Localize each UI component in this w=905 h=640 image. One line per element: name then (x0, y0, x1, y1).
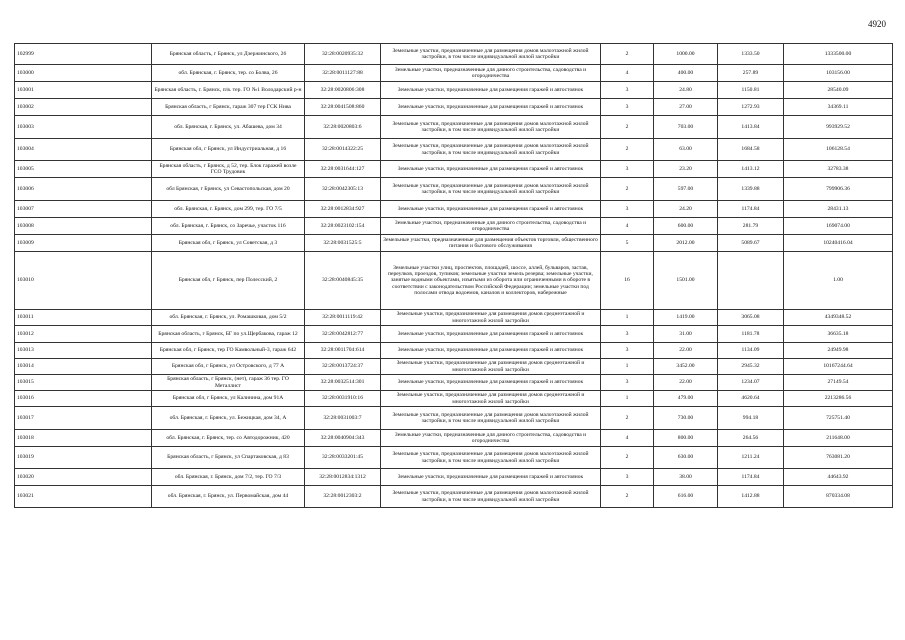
cadastral-number-cell: 32:28:0040845:35 (305, 252, 381, 310)
row-id-cell: 103010 (15, 252, 152, 310)
table-row (15, 139, 893, 161)
land-use-cell: Земельные участки, предназначенные для размещения домов среднеэтажной и многоэтажной жилой застройки (381, 310, 601, 326)
cadastral-value-cell: 799906.36 (784, 178, 893, 201)
group-cell: 3 (601, 375, 654, 391)
table-row (15, 116, 893, 139)
row-id-cell: 103008 (15, 218, 152, 235)
row-id-cell: 103015 (15, 375, 152, 391)
group-cell: 3 (601, 82, 654, 99)
cadastral-value-cell: 28540.09 (784, 82, 893, 99)
land-use-cell: Земельные участки улиц, проспектов, площадей, шоссе, аллей, бульваров, застав, переулков, проездов, тупиков; земельные участки земель резерва; земельные участки, занятые водными объектами, изъятыми из оборота или ограниченными в обороте в соответствии с законодательством Российской Федерации; земельные участки под полосами отвода водоемов, каналов и коллекторов, набережные (381, 252, 601, 310)
land-use-cell: Земельные участки, предназначенные для размещения гаражей и автостоянок (381, 375, 601, 391)
address-cell: обл. Брянская, г. Брянск, дом 299, тер. ГО 7/5 (152, 201, 305, 218)
group-cell: 2 (601, 44, 654, 65)
row-id-cell: 102999 (15, 44, 152, 65)
specific-value-cell: 1272.93 (718, 99, 784, 116)
table-row (15, 430, 893, 447)
row-id-cell: 103000 (15, 65, 152, 82)
land-use-cell: Земельные участки, предназначенные для размещения домов среднеэтажной и многоэтажной жилой застройки (381, 391, 601, 407)
area-cell: 24.20 (654, 201, 718, 218)
address-cell: обл. Брянская, г. Брянск, тер. со Болва, 26 (152, 65, 305, 82)
specific-value-cell: 1684.58 (718, 139, 784, 161)
table-row (15, 469, 893, 486)
cadastral-number-cell: 32:28:0011704:614 (305, 343, 381, 359)
address-cell: Брянская обл, г Брянск, пер Полесский, 2 (152, 252, 305, 310)
cadastral-value-cell: 4349348.52 (784, 310, 893, 326)
cadastral-value-cell: 106128.54 (784, 139, 893, 161)
area-cell: 24.80 (654, 82, 718, 99)
cadastral-number-cell: 32:28:0012834:1312 (305, 469, 381, 486)
table-row (15, 447, 893, 469)
land-use-cell: Земельные участки, предназначенные для размещения домов малоэтажной жилой застройки, в том числе индивидуальной жилой застройки (381, 486, 601, 508)
address-cell: Брянская обл, г Брянск, ул Советская, д 3 (152, 235, 305, 252)
area-cell: 1419.00 (654, 310, 718, 326)
cadastral-value-cell: 10167244.64 (784, 359, 893, 375)
cadastral-number-cell: 32:28:0041508:860 (305, 99, 381, 116)
specific-value-cell: 1174.84 (718, 201, 784, 218)
specific-value-cell: 264.56 (718, 430, 784, 447)
area-cell: 1501.00 (654, 252, 718, 310)
address-cell: обл. Брянская, г. Брянск, дом 7/2, тер. ГО 7/3 (152, 469, 305, 486)
cadastral-number-cell: 32:28:0011119:42 (305, 310, 381, 326)
cadastral-number-cell: 32:28:0020806:308 (305, 82, 381, 99)
cadastral-value-cell: 2213286.56 (784, 391, 893, 407)
row-id-cell: 103003 (15, 116, 152, 139)
land-use-cell: Земельные участки, предназначенные для дачного строительства, садоводства и огородничества (381, 430, 601, 447)
address-cell: обл. Брянская, г. Брянск, ул. Абашева, дом 34 (152, 116, 305, 139)
specific-value-cell: 2945.32 (718, 359, 784, 375)
land-use-cell: Земельные участки, предназначенные для размещения домов малоэтажной жилой застройки, в том числе индивидуальной жилой застройки (381, 447, 601, 469)
cadastral-value-cell: 870334.08 (784, 486, 893, 508)
address-cell: обл Брянская, г Брянск, ул Севастопольская, дом 20 (152, 178, 305, 201)
table-row (15, 161, 893, 178)
group-cell: 16 (601, 252, 654, 310)
cadastral-number-cell: 32:28:0012303:2 (305, 486, 381, 508)
cadastral-value-cell: 34369.11 (784, 99, 893, 116)
specific-value-cell: 1174.84 (718, 469, 784, 486)
land-use-cell: Земельные участки, предназначенные для размещения домов малоэтажной жилой застройки, в том числе индивидуальной жилой застройки (381, 407, 601, 430)
cadastral-number-cell: 32:28:0023102:154 (305, 218, 381, 235)
cadastral-number-cell: 32:28:0040904:343 (305, 430, 381, 447)
group-cell: 3 (601, 343, 654, 359)
table-row (15, 407, 893, 430)
specific-value-cell: 994.18 (718, 407, 784, 430)
address-cell: обл. Брянская, г. Брянск, со Заречье, участок 116 (152, 218, 305, 235)
cadastral-number-cell: 32:28:0031525:5 (305, 235, 381, 252)
area-cell: 23.20 (654, 161, 718, 178)
area-cell: 22.00 (654, 343, 718, 359)
address-cell: Брянская обл, г Брянск, тер ГО Камвольный-3, гараж 642 (152, 343, 305, 359)
cadastral-value-cell: 211648.00 (784, 430, 893, 447)
table-row (15, 359, 893, 375)
group-cell: 4 (601, 218, 654, 235)
row-id-cell: 103020 (15, 469, 152, 486)
cadastral-number-cell: 32:28:0033201:45 (305, 447, 381, 469)
table-row (15, 218, 893, 235)
land-use-cell: Земельные участки, предназначенные для размещения домов малоэтажной жилой застройки, в том числе индивидуальной жилой застройки (381, 44, 601, 65)
cadastral-number-cell: 32:28:0011127:88 (305, 65, 381, 82)
specific-value-cell: 281.79 (718, 218, 784, 235)
row-id-cell: 103012 (15, 326, 152, 343)
address-cell: обл. Брянская, г. Брянск, ул. Бежицкая, дом 34, А (152, 407, 305, 430)
specific-value-cell: 1412.88 (718, 486, 784, 508)
specific-value-cell: 3065.08 (718, 310, 784, 326)
area-cell: 31.00 (654, 326, 718, 343)
specific-value-cell (718, 252, 784, 310)
land-use-cell: Земельные участки, предназначенные для дачного строительства, садоводства и огородничества (381, 218, 601, 235)
group-cell: 3 (601, 201, 654, 218)
land-use-cell: Земельные участки, предназначенные для размещения гаражей и автостоянок (381, 343, 601, 359)
address-cell: обл. Брянская, г. Брянск, ул. Ромашковая, дом 5/2 (152, 310, 305, 326)
land-use-cell: Земельные участки, предназначенные для размещения гаражей и автостоянок (381, 161, 601, 178)
land-use-cell: Земельные участки, предназначенные для дачного строительства, садоводства и огородничества (381, 65, 601, 82)
cadastral-value-cell: 993929.52 (784, 116, 893, 139)
group-cell: 3 (601, 326, 654, 343)
group-cell: 3 (601, 469, 654, 486)
area-cell: 2012.00 (654, 235, 718, 252)
specific-value-cell: 257.89 (718, 65, 784, 82)
specific-value-cell: 1339.88 (718, 178, 784, 201)
cadastral-value-cell: 763081.20 (784, 447, 893, 469)
table-row (15, 65, 893, 82)
table-row (15, 99, 893, 116)
land-use-cell: Земельные участки, предназначенные для размещения гаражей и автостоянок (381, 469, 601, 486)
table-row (15, 178, 893, 201)
cadastral-number-cell: 32:28:0031003:7 (305, 407, 381, 430)
address-cell: Брянская область, г Брянск, БГ по ул.Щербакова, гараж 12 (152, 326, 305, 343)
cadastral-value-table (14, 43, 893, 508)
address-cell: Брянская обл, г Брянск, ул Индустриальная, д 16 (152, 139, 305, 161)
cadastral-number-cell: 32:28:0032514:301 (305, 375, 381, 391)
land-use-cell: Земельные участки, предназначенные для размещения объектов торговли, общественного питания и бытового обслуживания (381, 235, 601, 252)
specific-value-cell: 1234.07 (718, 375, 784, 391)
land-use-cell: Земельные участки, предназначенные для размещения домов среднеэтажной и многоэтажной жилой застройки (381, 359, 601, 375)
row-id-cell: 103007 (15, 201, 152, 218)
table-row (15, 391, 893, 407)
group-cell: 4 (601, 65, 654, 82)
table-row (15, 235, 893, 252)
row-id-cell: 103018 (15, 430, 152, 447)
table-row (15, 375, 893, 391)
cadastral-value-cell: 10240416.04 (784, 235, 893, 252)
group-cell: 3 (601, 99, 654, 116)
row-id-cell: 103006 (15, 178, 152, 201)
group-cell: 2 (601, 139, 654, 161)
group-cell: 3 (601, 161, 654, 178)
area-cell: 479.00 (654, 391, 718, 407)
area-cell: 800.00 (654, 430, 718, 447)
specific-value-cell: 1211.24 (718, 447, 784, 469)
specific-value-cell: 1413.12 (718, 161, 784, 178)
cadastral-number-cell: 32:28:0042305:13 (305, 178, 381, 201)
address-cell: Брянская область, г Брянск, гараж 307 тер ГСК Нива (152, 99, 305, 116)
table-row (15, 343, 893, 359)
cadastral-value-cell: 103156.00 (784, 65, 893, 82)
address-cell: Брянская область, г. Брянск, п/в. тер. ГО №1 Володарский р-н (152, 82, 305, 99)
address-cell: Брянская область, г Брянск, ул Дзержинского, 26 (152, 44, 305, 65)
specific-value-cell: 1333.50 (718, 44, 784, 65)
row-id-cell: 103011 (15, 310, 152, 326)
group-cell: 1 (601, 310, 654, 326)
row-id-cell: 103002 (15, 99, 152, 116)
area-cell: 27.00 (654, 99, 718, 116)
area-cell: 600.00 (654, 218, 718, 235)
specific-value-cell: 5089.67 (718, 235, 784, 252)
cadastral-number-cell: 32:28:0020935:32 (305, 44, 381, 65)
specific-value-cell: 4620.64 (718, 391, 784, 407)
address-cell: Брянская обл, г Брянск, ул Островского, д 77 А (152, 359, 305, 375)
area-cell: 703.00 (654, 116, 718, 139)
area-cell: 597.00 (654, 178, 718, 201)
area-cell: 630.00 (654, 447, 718, 469)
address-cell: обл. Брянская, г. Брянск, тер. со Автодорожник, 420 (152, 430, 305, 447)
row-id-cell: 103017 (15, 407, 152, 430)
row-id-cell: 103014 (15, 359, 152, 375)
row-id-cell: 103019 (15, 447, 152, 469)
group-cell: 5 (601, 235, 654, 252)
area-cell: 1000.00 (654, 44, 718, 65)
area-cell: 730.00 (654, 407, 718, 430)
land-use-cell: Земельные участки, предназначенные для размещения гаражей и автостоянок (381, 82, 601, 99)
cadastral-value-cell: 44643.92 (784, 469, 893, 486)
cadastral-number-cell: 32:28:0013724:37 (305, 359, 381, 375)
land-use-cell: Земельные участки, предназначенные для размещения домов малоэтажной жилой застройки, в том числе индивидуальной жилой застройки (381, 178, 601, 201)
row-id-cell: 103005 (15, 161, 152, 178)
table-row (15, 44, 893, 65)
table-row (15, 310, 893, 326)
area-cell: 22.00 (654, 375, 718, 391)
group-cell: 2 (601, 407, 654, 430)
row-id-cell: 103004 (15, 139, 152, 161)
address-cell: Брянская область, г Брянск, ул Спартаковская, д 83 (152, 447, 305, 469)
cadastral-value-cell: 36635.18 (784, 326, 893, 343)
row-id-cell: 103021 (15, 486, 152, 508)
group-cell: 4 (601, 430, 654, 447)
cadastral-value-cell: 24949.98 (784, 343, 893, 359)
table-row (15, 201, 893, 218)
specific-value-cell: 1413.84 (718, 116, 784, 139)
table-row (15, 326, 893, 343)
cadastral-value-cell: 169074.00 (784, 218, 893, 235)
area-cell: 616.00 (654, 486, 718, 508)
table-row (15, 252, 893, 310)
cadastral-number-cell: 32:28:0020803:6 (305, 116, 381, 139)
cadastral-value-cell: 725751.40 (784, 407, 893, 430)
land-use-cell: Земельные участки, предназначенные для размещения гаражей и автостоянок (381, 201, 601, 218)
cadastral-number-cell: 32:28:0012834:927 (305, 201, 381, 218)
cadastral-number-cell: 32:28:0042812:77 (305, 326, 381, 343)
cadastral-value-cell: 28431.13 (784, 201, 893, 218)
area-cell: 400.00 (654, 65, 718, 82)
area-cell: 63.00 (654, 139, 718, 161)
row-id-cell: 103016 (15, 391, 152, 407)
cadastral-value-cell: 1333500.00 (784, 44, 893, 65)
land-use-cell: Земельные участки, предназначенные для размещения гаражей и автостоянок (381, 99, 601, 116)
address-cell: Брянская область, г Брянск, д 52, тер. Блок гаражей возле ГСО Трудовик (152, 161, 305, 178)
address-cell: обл. Брянская, г. Брянск, ул. Первомайская, дом 44 (152, 486, 305, 508)
cadastral-value-cell: 27149.54 (784, 375, 893, 391)
row-id-cell: 103013 (15, 343, 152, 359)
cadastral-number-cell: 32:28:0031910:16 (305, 391, 381, 407)
table-row (15, 82, 893, 99)
group-cell: 1 (601, 359, 654, 375)
table-row (15, 486, 893, 508)
group-cell: 2 (601, 486, 654, 508)
address-cell: Брянская область, г Брянск, (нет), гараж 36 тер. ГО Металлист (152, 375, 305, 391)
address-cell: Брянская обл, г Брянск, ул Калинина, дом 91А (152, 391, 305, 407)
area-cell: 38.00 (654, 469, 718, 486)
page-number: 4920 (868, 19, 886, 29)
specific-value-cell: 1181.78 (718, 326, 784, 343)
cadastral-number-cell: 32:28:0031644:127 (305, 161, 381, 178)
cadastral-value-cell: 32783.38 (784, 161, 893, 178)
group-cell: 2 (601, 178, 654, 201)
cadastral-value-cell: 1.00 (784, 252, 893, 310)
land-use-cell: Земельные участки, предназначенные для размещения гаражей и автостоянок (381, 326, 601, 343)
group-cell: 2 (601, 447, 654, 469)
specific-value-cell: 1134.09 (718, 343, 784, 359)
row-id-cell: 103001 (15, 82, 152, 99)
area-cell: 3452.00 (654, 359, 718, 375)
group-cell: 1 (601, 391, 654, 407)
land-use-cell: Земельные участки, предназначенные для размещения домов малоэтажной жилой застройки, в том числе индивидуальной жилой застройки (381, 139, 601, 161)
row-id-cell: 103009 (15, 235, 152, 252)
cadastral-number-cell: 32:28:0014322:25 (305, 139, 381, 161)
land-use-cell: Земельные участки, предназначенные для размещения домов малоэтажной жилой застройки, в том числе индивидуальной жилой застройки (381, 116, 601, 139)
specific-value-cell: 1150.81 (718, 82, 784, 99)
group-cell: 2 (601, 116, 654, 139)
